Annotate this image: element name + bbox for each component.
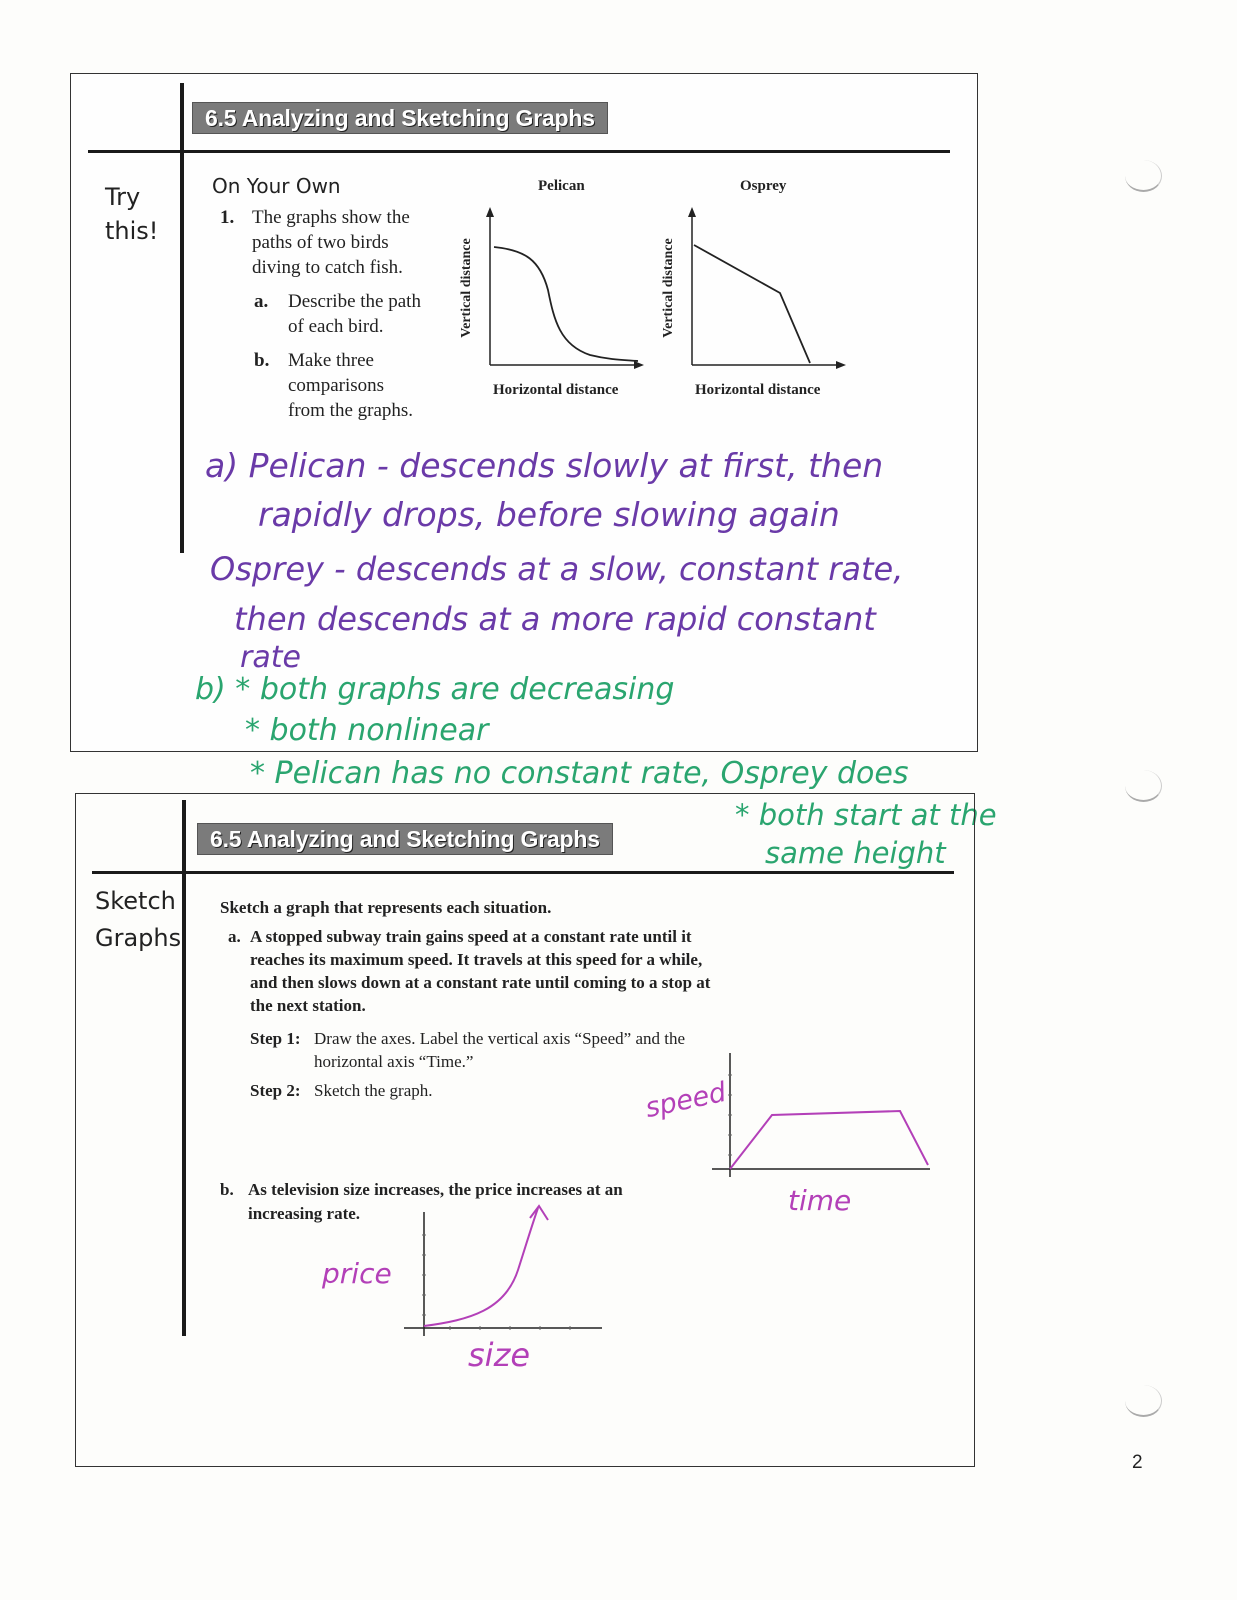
question-text-3: diving to catch fish.: [252, 257, 403, 278]
binder-hole-middle: [1125, 770, 1162, 802]
pelican-y-arrow: [486, 207, 494, 217]
answer-a-line-3: Osprey - descends at a slow, constant rate,: [210, 550, 904, 588]
panel-try-this: [70, 73, 978, 752]
hand-label-size: size: [468, 1336, 531, 1374]
pelican-graph: [480, 205, 650, 375]
panel1-vertical-rule: [180, 83, 184, 553]
hand-label-speed: speed: [642, 1076, 729, 1125]
answer-a-line-5: rate: [240, 640, 301, 675]
osprey-y-arrow: [688, 207, 696, 217]
binder-hole-top: [1125, 160, 1162, 192]
answer-a-line-2: rapidly drops, before slowing again: [258, 495, 840, 534]
panel2-horizontal-rule: [92, 871, 954, 874]
price-size-arrowhead: [530, 1206, 548, 1220]
situation-a-line-3: and then slows down at a constant rate until coming to a stop at: [250, 973, 711, 992]
part-b-letter: b.: [254, 350, 270, 371]
question-number: 1.: [220, 207, 235, 228]
section-title-banner-2: 6.5 Analyzing and Sketching Graphs: [197, 823, 613, 855]
pelican-path-curve: [494, 247, 638, 361]
on-your-own-heading: On Your Own: [212, 174, 341, 198]
osprey-x-arrow: [836, 361, 846, 369]
speed-time-curve: [730, 1111, 928, 1169]
situation-a-line-2: reaches its maximum speed. It travels at this speed for a while,: [250, 950, 703, 969]
osprey-path-line: [694, 245, 810, 363]
osprey-y-label: Vertical distance: [661, 238, 676, 338]
panel1-horizontal-rule: [88, 150, 950, 153]
part-b-text-3: from the graphs.: [288, 400, 414, 421]
osprey-x-label: Horizontal distance: [695, 382, 821, 398]
pelican-y-label: Vertical distance: [459, 238, 474, 338]
side-label-sketch: Sketch: [95, 887, 176, 915]
speed-time-sketch: [700, 1045, 940, 1185]
osprey-graph: [682, 205, 852, 375]
step-1-line-2: horizontal axis “Time.”: [314, 1052, 474, 1071]
answer-a-line-1: a) Pelican - descends slowly at first, then: [205, 446, 884, 485]
step-1-label: Step 1:: [250, 1029, 301, 1048]
answer-a-line-4: then descends at a more rapid constant: [234, 600, 876, 638]
part-a-text-1: Describe the path: [288, 291, 421, 312]
situation-a-letter: a.: [228, 927, 241, 946]
answer-b-line-4: * both start at the: [735, 798, 997, 832]
page-number: 2: [1132, 1452, 1143, 1473]
answer-b-line-5: same height: [765, 836, 946, 870]
price-size-curve: [424, 1208, 538, 1326]
answer-b-line-1: b) * both graphs are decreasing: [195, 672, 675, 707]
side-label-try: Try: [105, 183, 141, 211]
situation-b-line-1: As television size increases, the price increases at an: [248, 1180, 623, 1199]
step-1-line-1: Draw the axes. Label the vertical axis “Speed” and the: [314, 1029, 686, 1048]
panel2-vertical-rule: [182, 800, 186, 1336]
hand-label-time: time: [788, 1184, 852, 1217]
sketch-intro: Sketch a graph that represents each situation.: [220, 898, 552, 917]
hand-label-price: price: [322, 1257, 392, 1290]
side-label-graphs: Graphs: [95, 924, 182, 952]
step-2-label: Step 2:: [250, 1081, 301, 1100]
question-text-1: The graphs show the: [252, 207, 410, 228]
answer-b-line-3: * Pelican has no constant rate, Osprey does: [250, 756, 909, 791]
pelican-graph-title: Pelican: [538, 178, 585, 194]
part-b-text-2: comparisons: [288, 375, 385, 396]
question-text-2: paths of two birds: [252, 232, 389, 253]
answer-b-line-2: * both nonlinear: [245, 713, 489, 748]
situation-a-line-1: A stopped subway train gains speed at a constant rate until it: [250, 927, 692, 946]
pelican-x-arrow: [634, 361, 644, 369]
situation-a-line-4: the next station.: [250, 996, 366, 1015]
part-b-text-1: Make three: [288, 350, 374, 371]
part-a-letter: a.: [254, 291, 269, 312]
osprey-graph-title: Osprey: [740, 178, 787, 194]
binder-hole-bottom: [1125, 1385, 1162, 1417]
pelican-x-label: Horizontal distance: [493, 382, 619, 398]
section-title-banner-1: 6.5 Analyzing and Sketching Graphs: [192, 102, 608, 134]
side-label-this: this!: [105, 217, 159, 245]
part-a-text-2: of each bird.: [288, 316, 384, 337]
step-2-text: Sketch the graph.: [314, 1081, 433, 1100]
price-size-sketch: [400, 1200, 610, 1340]
situation-b-letter: b.: [220, 1180, 234, 1199]
situation-b-line-2: increasing rate.: [248, 1204, 361, 1223]
